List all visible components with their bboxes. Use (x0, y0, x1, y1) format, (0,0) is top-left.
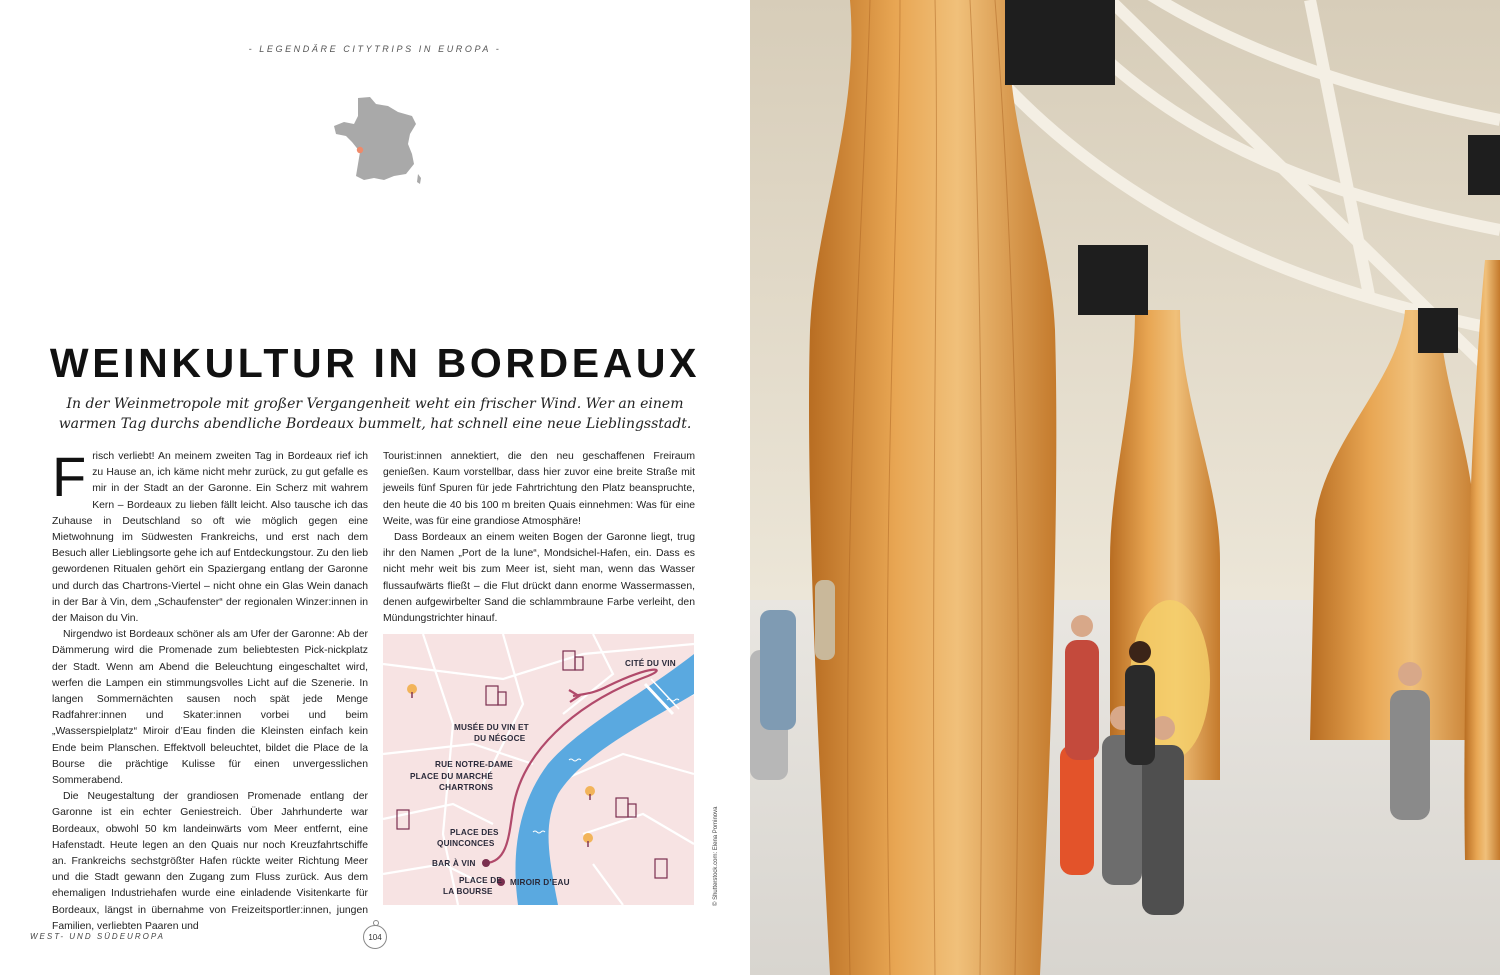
bordeaux-marker (357, 147, 363, 153)
paragraph-5: Dass Bordeaux an einem weiten Bogen der Garonne liegt, trug ihr den Namen „Port de la lune“, Mondsichel-Hafen, ein. Dass es nicht mehr weit bis zum Meer ist, sieht man, wenn das Wasser flussaufwärts fließt – die Flut drückt dann enorme Wassermassen, denen aufgewirbelter Sand die schlammbraune Farbe verleiht, den Mündungstrichter hinauf. (383, 532, 695, 625)
bordeaux-route-map (383, 634, 694, 905)
drop-cap: F (52, 445, 87, 508)
label-bourse-line2: LA BOURSE (443, 887, 493, 896)
label-musee-line1: MUSÉE DU VIN ET (454, 723, 529, 732)
label-place-marche-line2: CHARTRONS (439, 783, 494, 792)
section-kicker: - LEGENDÄRE CITYTRIPS IN EUROPA - (248, 44, 502, 54)
article-title: WEINKULTUR IN BORDEAUX (49, 340, 701, 386)
text-column-left (52, 445, 368, 932)
ceiling-speaker (1468, 135, 1500, 195)
right-page (750, 0, 1500, 975)
france-locator-map (330, 94, 422, 186)
label-miroir-d-eau: MIROIR D’EAU (510, 878, 570, 887)
wine-museum-photo (750, 0, 1500, 975)
label-place-marche-line1: PLACE DU MARCHÉ (410, 772, 494, 781)
footer-section-name: WEST- UND SÜDEUROPA (30, 932, 165, 941)
paragraph-3: Die Neugestaltung der grandiosen Promenade entlang der Garonne ist ein echter Geniestreich. Über Jahrhunderte war Bordeaux, obwohl 50 km landeinwärts vom Meer entfernt, eine Hafenstadt. Heute legen an den Quais nur noch Kreuzfahrtschiffe an. Frankreichs sechstgrößter Hafen rückte weiter Richtung Meer und die Stadt gewann den Zugang zum Fluss zurück. Aus dem ehemaligen Industriehafen wurde eine einladende Visitenkarte für Bordeaux, längst in übernahme von Freizeitsportler:innen, jungen Familien, verliebten Paaren und (52, 791, 368, 932)
label-cite-du-vin: CITÉ DU VIN (625, 659, 676, 668)
label-quinconces-line1: PLACE DES (450, 828, 499, 837)
paragraph-1: Frisch verliebt! An meinem zweiten Tag in Bordeaux rief ich zu Hause an, ich käme nicht mehr zurück, zu gut gefalle es mir in der Stadt an der Garonne. Ein Scherz mit wahrem Kern – Bordeaux zu lieben fällt leicht. Also tausche ich das Zuhause in Deutschland so oft wie möglich gegen eine Mietwohnung im Südwesten Frankreichs, und erst nach dem Besuch aller Lieblingsorte gehe ich auf Entdeckungstour. Zu den lieb gewordenen Ritualen gehört ein Spaziergang entlang der Garonne und durch das Chartrons-Viertel – nicht ohne ein Glas Wein danach in der Bar à Vin, dem „Schaufenster“ der regionalen Winzer:innen in der Maison du Vin. (52, 445, 368, 625)
corsica-shape (417, 174, 421, 184)
route-start-marker (482, 859, 490, 867)
label-bourse-line1: PLACE DE (459, 876, 502, 885)
ceiling-speaker (1418, 308, 1458, 353)
label-bar-a-vin: BAR À VIN (432, 859, 476, 868)
text-column-right (383, 449, 695, 625)
article-subtitle: In der Weinmetropole mit großer Vergangenheit weht ein frischer Wind. Wer an einem warmen Tag durchs abendliche Bordeaux bummelt, hat schnell eine neue Lieblingsstadt. (58, 396, 692, 432)
paragraph-4: Tourist:innen annektiert, die den neu geschaffenen Freiraum genießen. Kaum vorstellbar, dass hier zuvor eine breite Straße mit jeweils fünf Spuren für jede Fahrtrichtung den Platz beanspruchte, den heute die 40 bis 100 m breiten Quais einnehmen: Was für eine Weite, was für eine grandiose Atmosphäre! (383, 451, 695, 527)
ceiling-speaker (1005, 0, 1115, 85)
label-musee-line2: DU NÉGOCE (474, 734, 526, 743)
france-outline (334, 97, 416, 180)
label-quinconces-line2: QUINCONCES (437, 839, 495, 848)
label-rue-notre-dame: RUE NOTRE-DAME (435, 760, 513, 769)
photo-credit: © Shutterstock.com: Elena Pominova (713, 806, 719, 906)
paragraph-2: Nirgendwo ist Bordeaux schöner als am Ufer der Garonne: Ab der Dämmerung wird die Promenade zum beliebtesten Pick-nickplatz der Stadt. Wenn am Abend die Beleuchtung eingeschaltet wird, werfen die Lampen ein stimmungsvolles Licht auf die Szenerie. In langen Sommernächten sausen noch spät jede Menge Radfahrer:innen und Skater:innen vorbei und beim „Wasserspielplatz“ Miroir d’Eau finden die Kleinsten einfach kein Ende beim Planschen. Effektvoll beleuchtet, bildet die Place de la Bourse die prächtige Kulisse für einen unvergesslichen Sommerabend. (52, 629, 368, 787)
page-number: 104 (363, 925, 387, 949)
ceiling-speaker (1078, 245, 1148, 315)
wooden-bottle-column (809, 0, 1056, 975)
